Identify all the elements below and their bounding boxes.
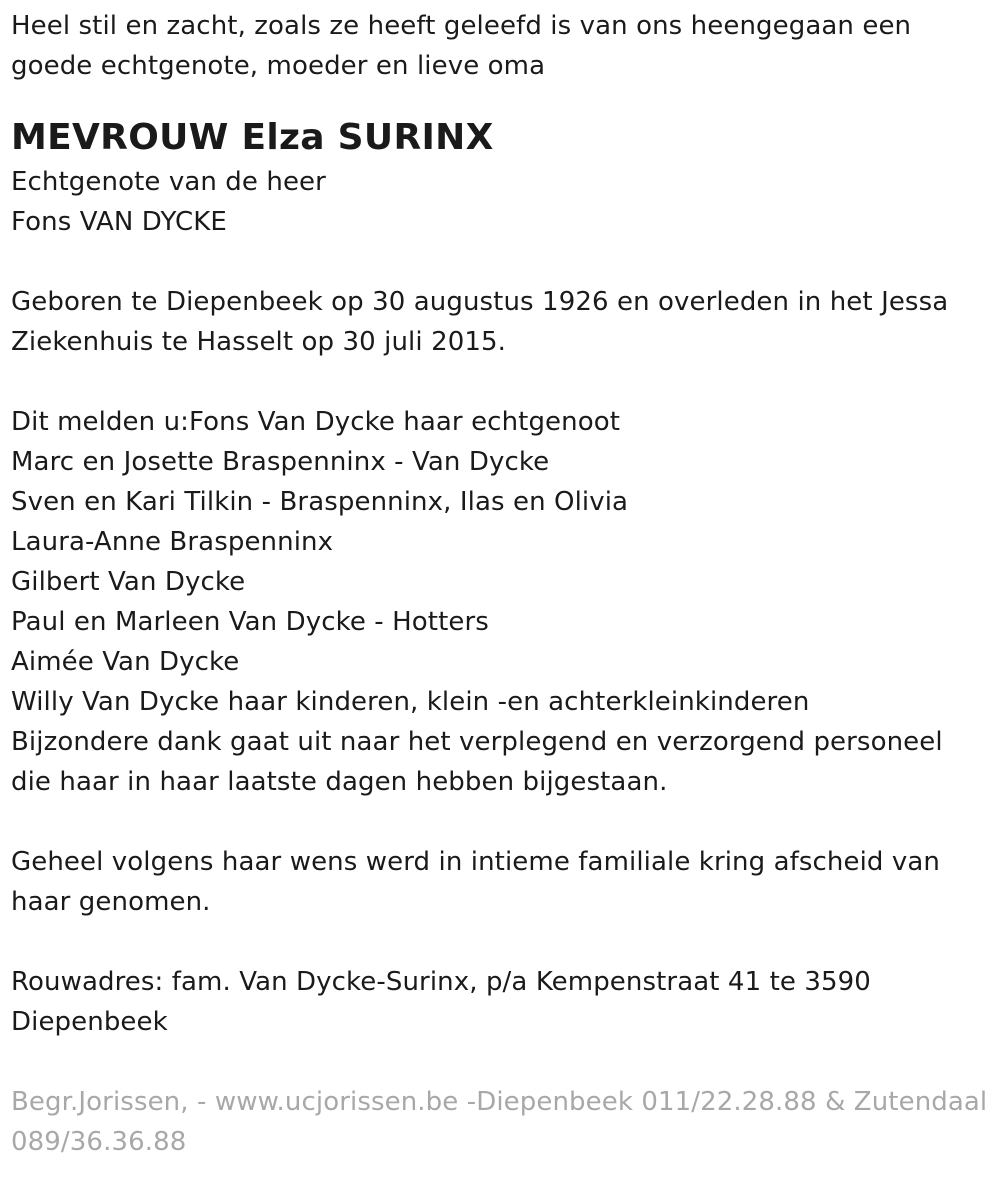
intro-text [11, 6, 1000, 86]
funeral-home-footer [11, 1082, 1000, 1162]
spacer [11, 362, 1000, 402]
family-line: Gilbert Van Dycke [11, 567, 246, 597]
spacer [11, 1042, 1000, 1082]
farewell-line: haar genomen. [11, 887, 211, 917]
birth-death-text [11, 282, 1000, 362]
intro-line: Heel stil en zacht, zoals ze heeft geleefd is van ons heengegaan een [11, 11, 912, 41]
spouse-line: Echtgenote van de heer [11, 167, 326, 197]
spouse-line: Fons VAN DYCKE [11, 207, 227, 237]
footer-line: Begr.Jorissen, - www.ucjorissen.be -Diepenbeek 011/22.28.88 & Zutendaal [11, 1087, 988, 1117]
mourning-address [11, 962, 1000, 1042]
family-line: Sven en Kari Tilkin - Braspenninx, Ilas en Olivia [11, 487, 629, 517]
address-line: Diepenbeek [11, 1007, 168, 1037]
birth-death-line: Geboren te Diepenbeek op 30 augustus 1926 en overleden in het Jessa [11, 287, 949, 317]
family-line: Paul en Marleen Van Dycke - Hotters [11, 607, 489, 637]
family-list [11, 402, 1000, 802]
address-line: Rouwadres: fam. Van Dycke-Surinx, p/a Kempenstraat 41 te 3590 [11, 967, 871, 997]
spacer [11, 802, 1000, 842]
farewell-line: Geheel volgens haar wens werd in intieme familiale kring afscheid van [11, 847, 940, 877]
family-line: Bijzondere dank gaat uit naar het verplegend en verzorgend personeel [11, 727, 943, 757]
farewell-text [11, 842, 1000, 922]
family-line: Willy Van Dycke haar kinderen, klein -en achterkleinkinderen [11, 687, 810, 717]
birth-death-line: Ziekenhuis te Hasselt op 30 juli 2015. [11, 327, 507, 357]
spouse-text [11, 162, 1000, 242]
family-line: Marc en Josette Braspenninx - Van Dycke [11, 447, 550, 477]
spacer [11, 922, 1000, 962]
family-line: Aimée Van Dycke [11, 647, 240, 677]
family-line: Laura-Anne Braspenninx [11, 527, 334, 557]
spacer [11, 242, 1000, 282]
family-line: Dit melden u:Fons Van Dycke haar echtgenoot [11, 407, 621, 437]
intro-line: goede echtgenote, moeder en lieve oma [11, 51, 546, 81]
family-line: die haar in haar laatste dagen hebben bijgestaan. [11, 767, 668, 797]
footer-line: 089/36.36.88 [11, 1127, 187, 1157]
deceased-name: MEVROUW Elza SURINX [11, 117, 494, 158]
